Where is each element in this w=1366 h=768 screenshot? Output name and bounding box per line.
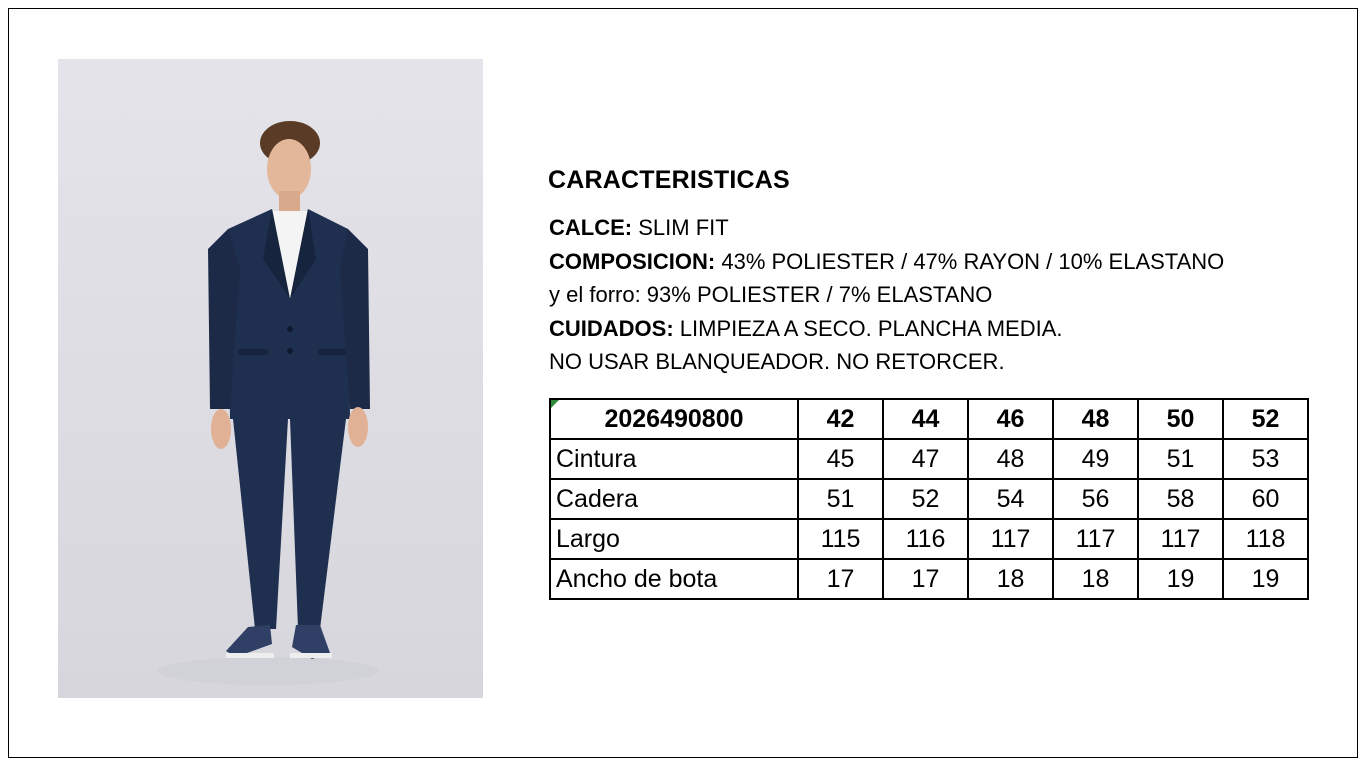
care-label: CUIDADOS: xyxy=(549,315,674,341)
measurement-cell: 52 xyxy=(883,479,968,519)
row-label: Cintura xyxy=(550,439,798,479)
measurement-cell: 17 xyxy=(798,559,883,599)
measurement-cell: 117 xyxy=(1053,519,1138,559)
size-table xyxy=(549,398,1309,600)
measurement-cell: 116 xyxy=(883,519,968,559)
size-header-cell: 52 xyxy=(1223,399,1308,439)
section-title: CARACTERISTICAS xyxy=(548,166,790,194)
care-value: LIMPIEZA A SECO. PLANCHA MEDIA. xyxy=(679,315,1063,341)
measurement-cell: 117 xyxy=(968,519,1053,559)
product-code: 2026490800 xyxy=(604,404,744,433)
measurement-cell: 118 xyxy=(1223,519,1308,559)
size-table-header-row xyxy=(550,399,1308,439)
lining-line: y el forro: 93% POLIESTER / 7% ELASTANO xyxy=(549,282,993,307)
table-row xyxy=(550,559,1308,599)
measurement-cell: 58 xyxy=(1138,479,1223,519)
measurement-cell: 117 xyxy=(1138,519,1223,559)
measurement-cell: 51 xyxy=(798,479,883,519)
measurement-cell: 19 xyxy=(1138,559,1223,599)
composition-value: 43% POLIESTER / 47% RAYON / 10% ELASTANO xyxy=(721,248,1225,274)
measurement-cell: 56 xyxy=(1053,479,1138,519)
table-row xyxy=(550,439,1308,479)
measurement-cell: 18 xyxy=(968,559,1053,599)
care-line xyxy=(549,312,1224,346)
product-code-cell xyxy=(550,399,798,439)
care-extra-line: NO USAR BLANQUEADOR. NO RETORCER. xyxy=(549,349,1005,374)
size-header-cell: 42 xyxy=(798,399,883,439)
measurement-cell: 17 xyxy=(883,559,968,599)
measurement-cell: 115 xyxy=(798,519,883,559)
product-photo xyxy=(58,59,483,698)
measurement-cell: 18 xyxy=(1053,559,1138,599)
measurement-cell: 45 xyxy=(798,439,883,479)
measurement-cell: 60 xyxy=(1223,479,1308,519)
specs-block xyxy=(549,211,1224,379)
fit-value: SLIM FIT xyxy=(638,215,729,240)
cell-corner-marker xyxy=(551,400,559,408)
measurement-cell: 49 xyxy=(1053,439,1138,479)
row-label: Ancho de bota xyxy=(550,559,798,599)
composition-label: COMPOSICION: xyxy=(549,248,716,274)
measurement-cell: 48 xyxy=(968,439,1053,479)
fit-label: CALCE: xyxy=(549,215,633,240)
row-label: Cadera xyxy=(550,479,798,519)
table-row xyxy=(550,479,1308,519)
table-row xyxy=(550,519,1308,559)
size-header-cell: 48 xyxy=(1053,399,1138,439)
composition-line xyxy=(549,245,1224,279)
size-header-cell: 46 xyxy=(968,399,1053,439)
measurement-cell: 51 xyxy=(1138,439,1223,479)
size-header-cell: 50 xyxy=(1138,399,1223,439)
measurement-cell: 53 xyxy=(1223,439,1308,479)
measurement-cell: 19 xyxy=(1223,559,1308,599)
measurement-cell: 54 xyxy=(968,479,1053,519)
measurement-cell: 47 xyxy=(883,439,968,479)
size-header-cell: 44 xyxy=(883,399,968,439)
row-label: Largo xyxy=(550,519,798,559)
fit-line xyxy=(549,211,1224,245)
